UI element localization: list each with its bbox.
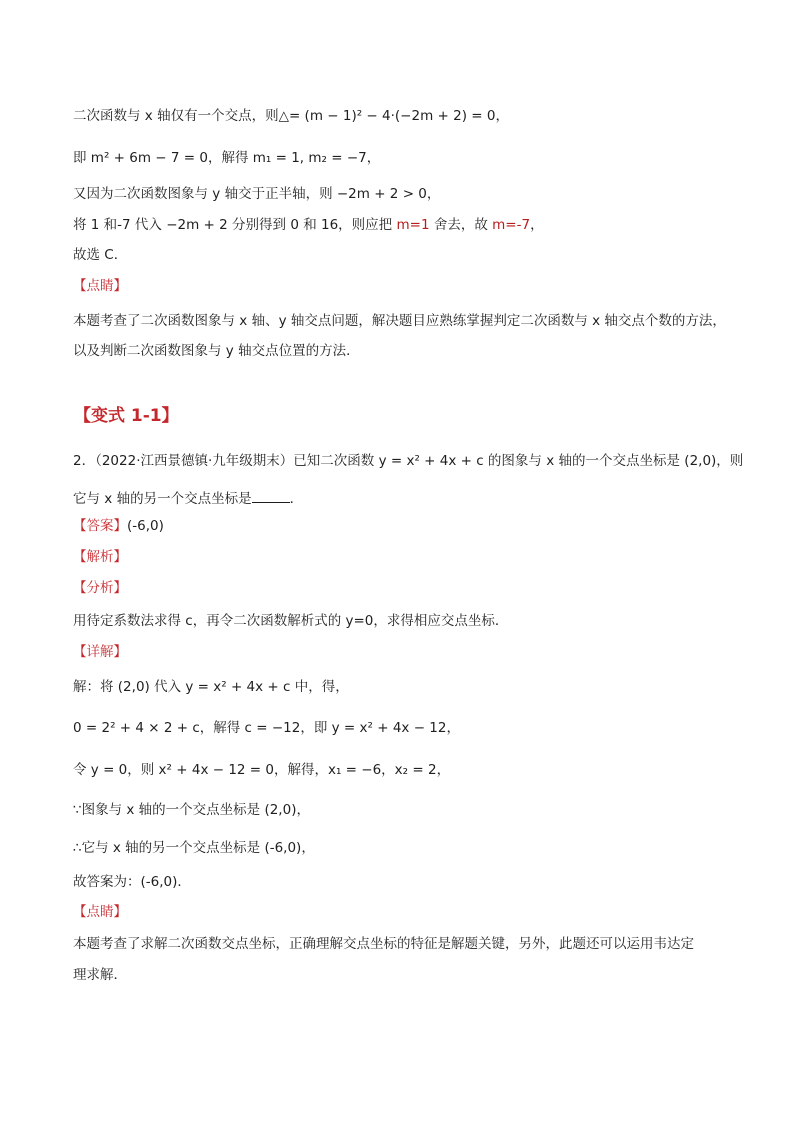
comment-heading: 【点睛】: [73, 278, 127, 294]
analysis-heading: 【解析】: [73, 549, 127, 565]
m-equals-1: m=1: [396, 217, 430, 233]
fenxi-heading: 【分析】: [73, 580, 127, 596]
solution-line-choice: 故选 C．: [73, 247, 128, 263]
answer-value: (-6,0): [127, 518, 164, 534]
answer-row: [73, 516, 164, 536]
variant-comment-line-1: 本题考查了求解二次函数交点坐标，正确理解交点坐标的特征是解题关键，另外，此题还可以运用韦达定: [73, 936, 694, 952]
detail-line-3: 令 y = 0，则 x² + 4x − 12 = 0，解得，x₁ = −6，x₂ = 2，: [73, 762, 451, 778]
fenxi-text: 用待定系数法求得 c，再令二次函数解析式的 y=0，求得相应交点坐标．: [73, 613, 509, 629]
m-equals-minus-7: m=-7: [492, 217, 531, 233]
solution-line-quadratic-roots: 即 m² + 6m − 7 = 0，解得 m₁ = 1, m₂ = −7，: [73, 150, 381, 166]
detail-line-1: 解：将 (2,0) 代入 y = x² + 4x + c 中，得，: [73, 679, 349, 695]
answer-heading: 【答案】: [73, 518, 127, 534]
detail-line-2: 0 = 2² + 4 × 2 + c，解得 c = −12，即 y = x² + 4x − 12，: [73, 720, 460, 736]
substitution-text-a: 将 1 和-7 代入 −2m + 2 分别得到 0 和 16，则应把: [73, 217, 397, 233]
detail-heading: 【详解】: [73, 644, 127, 660]
substitution-text-e: ，: [530, 217, 544, 233]
solution-line-substitution: [73, 215, 544, 235]
variant-comment-heading: 【点睛】: [73, 904, 127, 920]
comment-line-2: 以及判断二次函数图象与 y 轴交点位置的方法．: [73, 343, 360, 359]
question-line-2-text: 它与 x 轴的另一个交点坐标是: [73, 491, 252, 507]
question-line-2: [73, 489, 303, 509]
variant-comment-line-2: 理求解．: [73, 967, 127, 983]
detail-line-4: ∵图象与 x 轴的一个交点坐标是 (2,0)，: [73, 802, 310, 818]
variant-title: 【变式 1-1】: [74, 406, 179, 426]
solution-line-positive-axis: 又因为二次函数图象与 y 轴交于正半轴，则 −2m + 2 > 0，: [73, 186, 441, 202]
question-line-2-end: ．: [289, 491, 304, 507]
answer-blank: [252, 490, 290, 503]
question-line-1: 2．（2022·江西景德镇·九年级期末）已知二次函数 y = x² + 4x + c 的图象与 x 轴的一个交点坐标是 (2,0)，则: [73, 453, 744, 469]
solution-line-discriminant: 二次函数与 x 轴仅有一个交点，则△= (m − 1)² − 4·(−2m + 2) = 0，: [73, 108, 509, 124]
detail-line-5: ∴它与 x 轴的另一个交点坐标是 (-6,0)，: [73, 840, 315, 856]
comment-line-1: 本题考查了二次函数图象与 x 轴、y 轴交点问题，解决题目应熟练掌握判定二次函数与 x 轴交点个数的方法，: [73, 313, 726, 329]
substitution-text-c: 舍去，故: [429, 217, 493, 233]
detail-line-6: 故答案为：(-6,0)．: [73, 874, 191, 890]
